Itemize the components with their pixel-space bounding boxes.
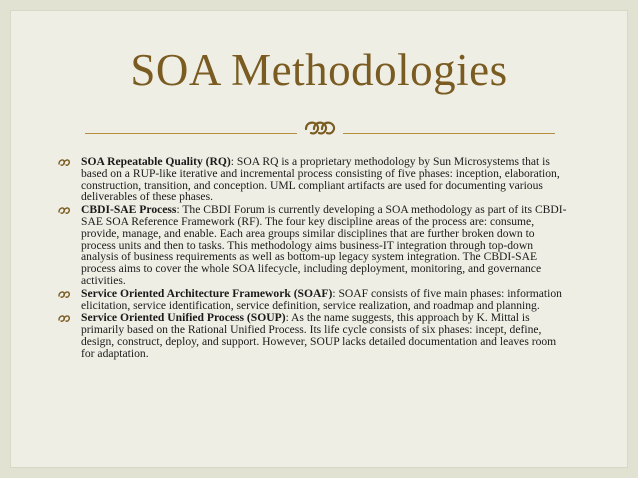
- title-rule-left: [85, 133, 297, 134]
- list-item-text: [81, 155, 560, 203]
- list-item: [58, 156, 568, 203]
- slide-title: SOA Methodologies: [130, 45, 508, 95]
- list-item-text: [81, 203, 567, 287]
- list-item-body: : As the name suggests, this approach by K. Mittal is primarily based on the Rational Unified Process. Its life cycle consists of six phases: incept, define, design, construct, deploy, and support. However, SOUP lacks detailed documentation and leaves room for adaptation.: [81, 311, 557, 360]
- curl-bullet-icon: [58, 206, 72, 216]
- list-item: [58, 204, 568, 287]
- list-item-text: [81, 287, 562, 312]
- list-item-term: SOA Repeatable Quality (RQ): [81, 155, 231, 168]
- list-item-body: : SOAF consists of five main phases: information elicitation, service identification, service definition, service realization, and roadmap and planning.: [81, 286, 562, 312]
- curl-bullet-icon: [58, 290, 72, 300]
- list-item: [58, 288, 568, 312]
- bullet-list: [58, 156, 568, 361]
- list-item: [58, 312, 568, 359]
- curl-bullet-icon: [58, 158, 72, 168]
- list-item-term: Service Oriented Unified Process (SOUP): [81, 311, 286, 325]
- title-rule-right: [343, 133, 555, 134]
- curl-ornament-icon: [300, 117, 340, 141]
- list-item-body: : The CBDI Forum is currently developing a SOA methodology as part of its CBDI-SAE SOA Reference Framework (RF). The four key discipline areas of the process are: consume, provide, manage, and enable. Each area groups similar disciplines that are further broken down to process units and then to tasks. This methodology aims business-IT integration through top-down analysis of business requirements as well as bottom-up legacy system integration. The CBDI-SAE process aims to cover the whole SOA lifecycle, including deployment, monitoring, and governance activities.: [81, 203, 567, 287]
- curl-bullet-icon: [58, 314, 72, 324]
- list-item-term: CBDI-SAE Process: [81, 203, 177, 217]
- list-item-term: Service Oriented Architecture Framework (SOAF): [81, 286, 333, 300]
- list-item-text: [81, 311, 556, 359]
- list-item-body: : SOA RQ is a proprietary methodology by Sun Microsystems that is based on a RUP-like iterative and incremental process consisting of five phases: inception, elaboration, construction, transition, and conception. UML compliant artifacts are used for documenting various deliverables of these phases.: [81, 155, 560, 204]
